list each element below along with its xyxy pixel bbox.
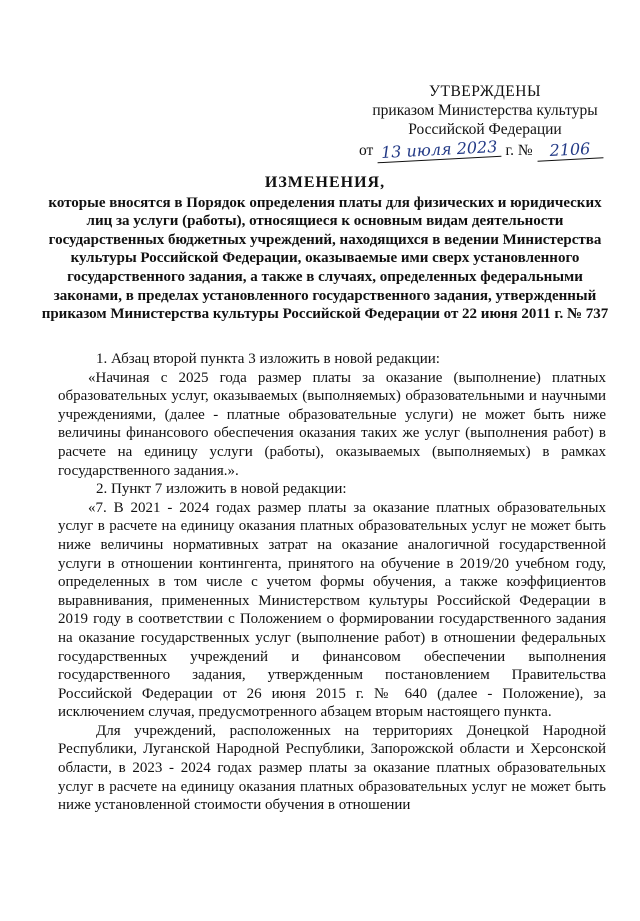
handwritten-date: 13 июля 2023 <box>377 137 502 163</box>
order-date-line <box>355 136 615 163</box>
title-main: ИЗМЕНЕНИЯ, <box>264 174 386 191</box>
approved-heading: УТВЕРЖДЕНЫ <box>429 83 541 100</box>
paragraph-1: 1. Абзац второй пункта 3 изложить в новой редакции: <box>96 351 440 367</box>
paragraph-4: «7. В 2021 - 2024 годах размер платы за оказание платных образовательных услуг в расчете на единицу оказания платных образовательных услуг не может быть ниже величины нормативных затрат на оказание аналогичной государственной услуги в отношении контингента, принятого на обучение в 2019/20 учебном году, определенных в том числе с учетом формы обучения, а также коэффициентов выравнивания, примененных Министерством культуры Российской Федерации в 2019 году в соответствии с Положением о формировании государственного задания на оказание государственных услуг (выполнение работ) в отношении федеральных государственных учреждений и финансовом обеспечении выполнения государственного задания, утвержденным постановлением Правительства Российской Федерации от 26 июня 2015 г. № 640 (далее - Положение), за исключением случая, предусмотренного абзацем вторым настоящего пункта. <box>58 499 606 721</box>
paragraph-5: Для учреждений, расположенных на территориях Донецкой Народной Республики, Луганской Народной Республики, Запорожской области и Херсонской области, в 2023 - 2024 годах размер платы за оказание платных образовательных услуг в расчете на единицу оказания платных образовательных услуг не может быть ниже установленной стоимости обучения в отношении <box>58 722 606 814</box>
document-body <box>58 350 606 815</box>
paragraph-2: «Начиная с 2025 года размер платы за оказание (выполнение) платных образовательных услуг, оказываемых (выполняемых) образовательными и научными учреждениями, (далее - платные образовательные услуги) не может быть ниже величины финансового обеспечения оказания таких же услуг (выполнения работ) в расчете на единицу услуги (работы), оказываемых (выполняемых) в рамках государственного задания.». <box>58 369 606 479</box>
document-title <box>40 174 610 324</box>
paragraph-3: 2. Пункт 7 изложить в новой редакции: <box>96 481 347 498</box>
title-subtitle: которые вносятся в Порядок определения платы для физических и юридических лиц за услуги (работы), относящиеся к основным видам деятельности государственных бюджетных учреждений, находящихся в ведении Министерства культуры Российской Федерации, оказываемые ими сверх установленного государственного задания, а также в случаях, определенных федеральными законами, в пределах установленного государственного задания, утвержденный приказом Министерства культуры Российской Федерации от 22 июня 2011 г. № 737 <box>41 194 609 323</box>
number-prefix: г. № <box>505 142 533 159</box>
date-prefix: от <box>359 142 374 159</box>
approval-line-1: приказом Министерства культуры <box>372 102 598 119</box>
approval-line-2: Российской Федерации <box>408 121 562 138</box>
approval-block <box>355 82 615 163</box>
handwritten-number: 2106 <box>536 138 603 161</box>
